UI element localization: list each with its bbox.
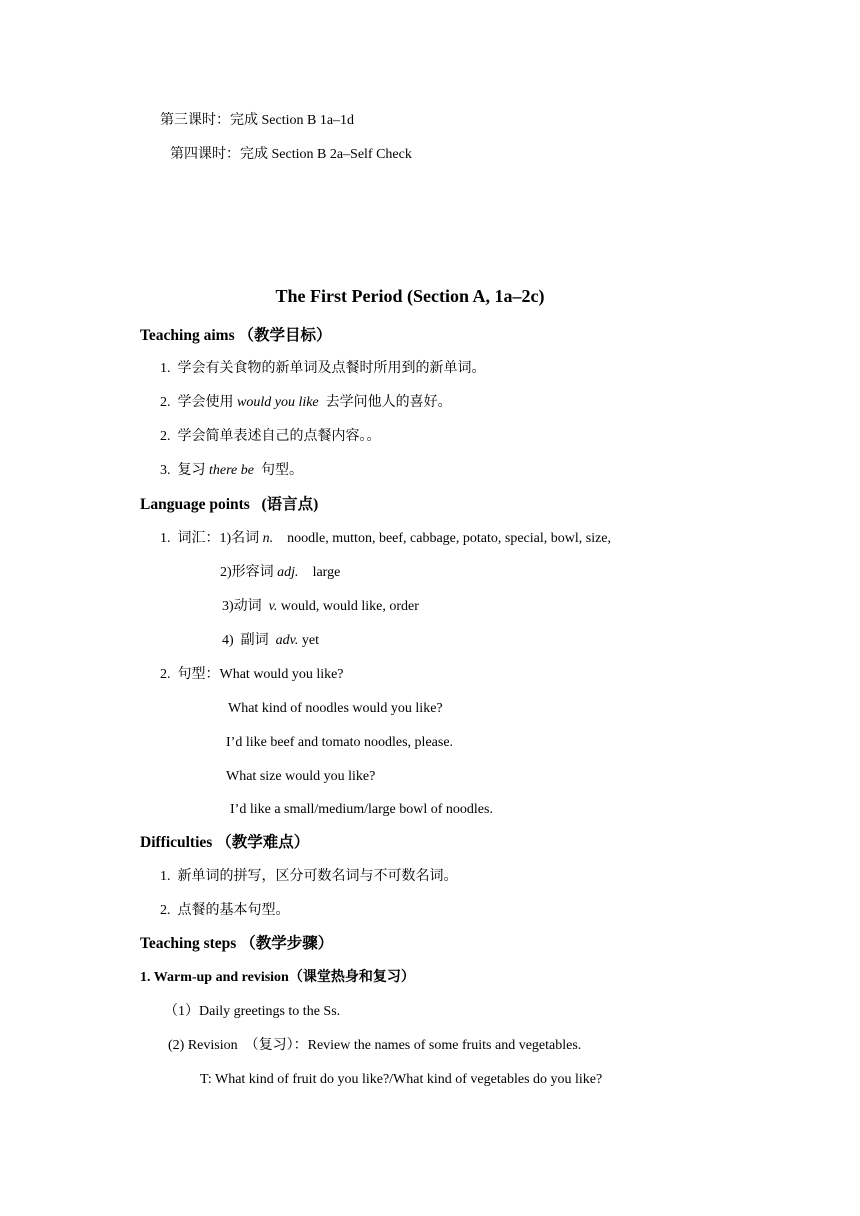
teaching-aim-item <box>160 427 381 447</box>
difficulty-item <box>160 867 458 887</box>
item-number: 2. <box>160 429 171 444</box>
item-number: 2. <box>160 667 171 682</box>
step-1-item-1: （1）Daily greetings to the Ss. <box>164 1004 341 1019</box>
item-number: 2. <box>160 903 171 918</box>
vocab-noun-words: noodle, mutton, beef, cabbage, potato, special, bowl, size, <box>273 531 612 546</box>
item-number: 2. <box>160 395 171 410</box>
vocab-verb-words: would, would like, order <box>277 599 419 614</box>
item-text: 复习 <box>177 463 209 478</box>
teaching-aims-heading: Teaching aims （教学目标） <box>140 327 332 344</box>
teacher-question: T: What kind of fruit do you like?/What kind of vegetables do you like? <box>200 1072 603 1087</box>
item-text: 学会使用 <box>177 395 237 410</box>
item-text: 新单词的拼写，区分可数名词与不可数名词。 <box>177 869 458 884</box>
item-number: 1. <box>160 531 171 546</box>
item-emphasis: there be <box>209 463 254 478</box>
period-title: The First Period (Section A, 1a–2c) <box>275 286 545 306</box>
vocab-verb-label: 3)动词 <box>222 599 269 614</box>
vocab-noun-line <box>160 529 611 549</box>
sentence-pattern-line <box>160 665 344 685</box>
vocab-noun-abbrev: n. <box>262 531 274 546</box>
item-number: 1. <box>160 869 171 884</box>
vocab-label: 词汇： <box>177 531 220 546</box>
vocab-adj-words: large <box>298 565 341 580</box>
step-1-item-2: (2) Revision （复习）：Review the names of some fruits and vegetables. <box>168 1038 582 1053</box>
item-text: 学会简单表述自己的点餐内容。。 <box>177 429 381 444</box>
item-number: 3. <box>160 463 171 478</box>
sentence-pattern: I’d like beef and tomato noodles, please. <box>226 735 454 750</box>
sentence-label: 句型： <box>177 667 220 682</box>
sentence-pattern: What size would you like? <box>226 769 376 784</box>
vocab-noun-label: 1)名词 <box>219 531 263 546</box>
item-text: 点餐的基本句型。 <box>177 903 290 918</box>
teaching-aim-item <box>160 359 486 379</box>
item-text-end: 句型。 <box>253 463 303 478</box>
item-text: 学会有关食物的新单词及点餐时所用到的新单词。 <box>177 361 486 376</box>
difficulty-item <box>160 901 290 921</box>
vocab-adj-abbrev: adj. <box>277 565 299 580</box>
vocab-adj-label: 2)形容词 <box>220 565 278 580</box>
schedule-period-3: 第三课时：完成 Section B 1a–1d <box>160 113 355 128</box>
difficulties-heading: Difficulties （教学难点） <box>140 834 310 851</box>
vocab-verb-abbrev: v. <box>268 599 278 614</box>
vocab-adv-line <box>222 631 319 651</box>
sentence-pattern: What kind of noodles would you like? <box>228 701 443 716</box>
vocab-adv-label: 4) 副词 <box>222 633 276 648</box>
item-emphasis: would you like <box>237 395 319 410</box>
sentence-pattern: I’d like a small/medium/large bowl of noodles. <box>230 802 493 817</box>
step-1-heading: 1. Warm-up and revision（课堂热身和复习） <box>140 970 415 985</box>
schedule-period-4: 第四课时：完成 Section B 2a–Self Check <box>170 147 412 162</box>
vocab-verb-line <box>222 597 419 617</box>
teaching-steps-heading: Teaching steps （教学步骤） <box>140 935 334 952</box>
vocab-adj-line <box>220 563 340 583</box>
vocab-adv-words: yet <box>298 633 319 648</box>
item-number: 1. <box>160 361 171 376</box>
teaching-aim-item <box>160 461 303 481</box>
item-text-end: 去学问他人的喜好。 <box>318 395 452 410</box>
vocab-adv-abbrev: adv. <box>275 633 299 648</box>
language-points-heading: Language points (语言点) <box>140 496 319 513</box>
sentence-pattern: What would you like? <box>219 667 344 682</box>
teaching-aim-item <box>160 393 452 413</box>
